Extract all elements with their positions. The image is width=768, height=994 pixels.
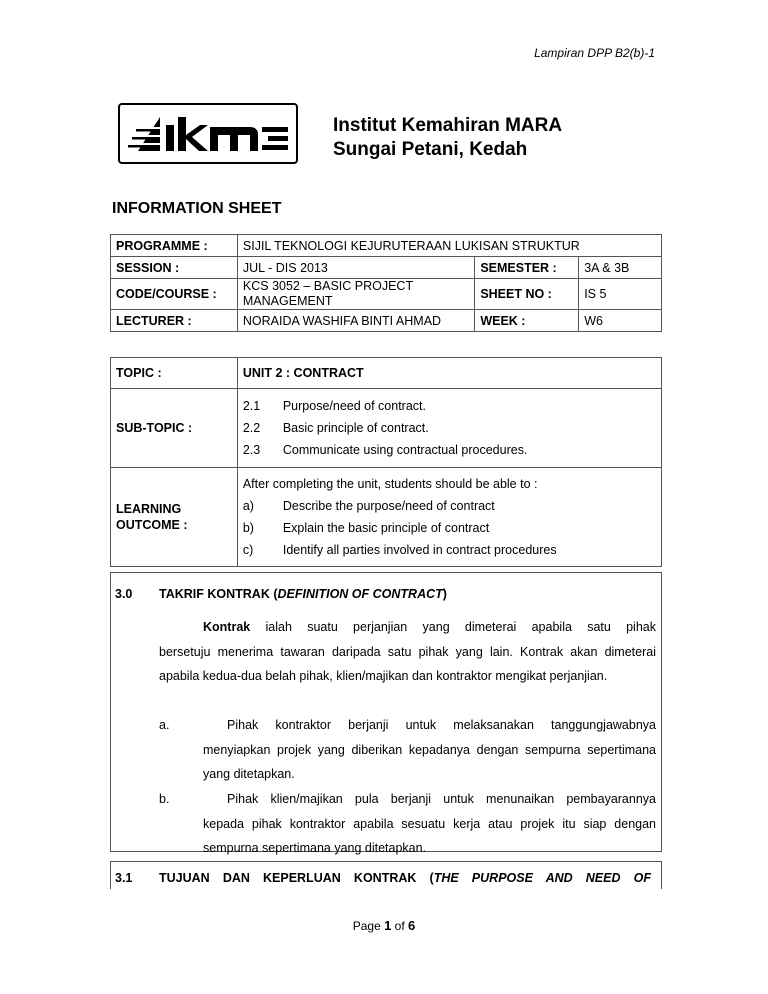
list-item: a) Describe the purpose/need of contract bbox=[242, 499, 495, 513]
session-label: SESSION : bbox=[111, 257, 238, 279]
page-footer: Page 1 of 6 bbox=[352, 918, 416, 933]
institution-block bbox=[333, 114, 562, 162]
table-row bbox=[111, 235, 662, 257]
learning-outcome-label: LEARNING OUTCOME : bbox=[111, 468, 238, 567]
section-heading: TAKRIF KONTRAK (DEFINITION OF CONTRACT) bbox=[159, 587, 447, 601]
item-b-label: b. bbox=[159, 792, 170, 806]
document-reference: Lampiran DPP B2(b)-1 bbox=[534, 46, 655, 60]
lecturer-value: NORAIDA WASHIFA BINTI AHMAD bbox=[237, 310, 474, 332]
section-number: 3.1 bbox=[115, 871, 133, 885]
table-row bbox=[111, 310, 662, 332]
code-label: CODE/COURSE : bbox=[111, 279, 238, 310]
code-value bbox=[237, 279, 474, 310]
topic-value: UNIT 2 : CONTRACT bbox=[237, 358, 661, 389]
page-number: 1 bbox=[384, 918, 392, 933]
semester-value: 3A & 3B bbox=[579, 257, 662, 279]
sheet-no-value: IS 5 bbox=[579, 279, 662, 310]
programme-value: SIJIL TEKNOLOGI KEJURUTERAAN LUKISAN STRUKTUR bbox=[237, 235, 661, 257]
paragraph-body: bersetuju menerima tawaran daripada satu pihak yang lain. Kontrak akan dimeterai apabila kedua-dua belah pihak, klien/majikan dan kontraktor mengikat perjanjian. bbox=[159, 644, 656, 683]
table-row bbox=[111, 358, 662, 389]
item-a-text: Pihak kontraktor berjanji untuk melaksanakan tanggungjawabnya menyiapkan projek yang diberikan kepadanya dengan sempurna sepertimana yang ditetapkan. bbox=[203, 718, 656, 781]
institution-name: Institut Kemahiran MARA bbox=[333, 115, 563, 136]
list-item: b) Explain the basic principle of contract bbox=[242, 521, 490, 535]
semester-label: SEMESTER : bbox=[475, 257, 579, 279]
section-heading: TUJUAN DAN KEPERLUAN KONTRAK (THE PURPOSE AND NEED OF bbox=[159, 871, 651, 885]
session-value: JUL - DIS 2013 bbox=[237, 257, 474, 279]
week-label: WEEK : bbox=[475, 310, 579, 332]
subtopic-list bbox=[237, 389, 661, 468]
page-total: 6 bbox=[408, 918, 416, 933]
sheet-no-label: SHEET NO : bbox=[475, 279, 579, 310]
list-item: 2.3 Communicate using contractual procedures. bbox=[242, 443, 528, 457]
lecturer-label: LECTURER : bbox=[111, 310, 238, 332]
section-number: 3.0 bbox=[115, 587, 133, 601]
table-row bbox=[111, 468, 662, 567]
paragraph-first-line: Kontrak ialah suatu perjanjian yang dimeterai apabila satu pihak bbox=[203, 620, 656, 634]
topic-table bbox=[110, 357, 662, 567]
logo-graphic bbox=[120, 105, 296, 162]
item-a-label: a. bbox=[159, 718, 170, 732]
lo-intro: After completing the unit, students should be able to : bbox=[242, 477, 538, 491]
list-item: 2.1 Purpose/need of contract. bbox=[242, 399, 426, 413]
week-value: W6 bbox=[579, 310, 662, 332]
code-line-1: KCS 3052 – BASIC PROJECT bbox=[242, 279, 414, 293]
list-item: c) Identify all parties involved in contract procedures bbox=[242, 543, 557, 557]
definition-paragraph bbox=[159, 615, 656, 689]
topic-label: TOPIC : bbox=[111, 358, 238, 389]
institution-location: Sungai Petani, Kedah bbox=[333, 139, 528, 160]
table-row bbox=[111, 257, 662, 279]
info-table bbox=[110, 234, 662, 332]
section-3-1 bbox=[110, 861, 662, 889]
list-item: 2.2 Basic principle of contract. bbox=[242, 421, 429, 435]
learning-outcome-list bbox=[237, 468, 661, 567]
section-3-0 bbox=[110, 572, 662, 855]
item-b-text: Pihak klien/majikan pula berjanji untuk menunaikan pembayarannya kepada pihak kontraktor apabila sesuatu kerja atau projek itu siap dengan sempurna sepertimana yang ditetapkan. bbox=[203, 792, 656, 855]
code-line-2: MANAGEMENT bbox=[242, 294, 333, 308]
sheet-title: INFORMATION SHEET bbox=[112, 200, 282, 217]
ikm-logo bbox=[118, 103, 298, 164]
table-row bbox=[111, 279, 662, 310]
table-row bbox=[111, 389, 662, 468]
subtopic-label: SUB-TOPIC : bbox=[111, 389, 238, 468]
programme-label: PROGRAMME : bbox=[111, 235, 238, 257]
